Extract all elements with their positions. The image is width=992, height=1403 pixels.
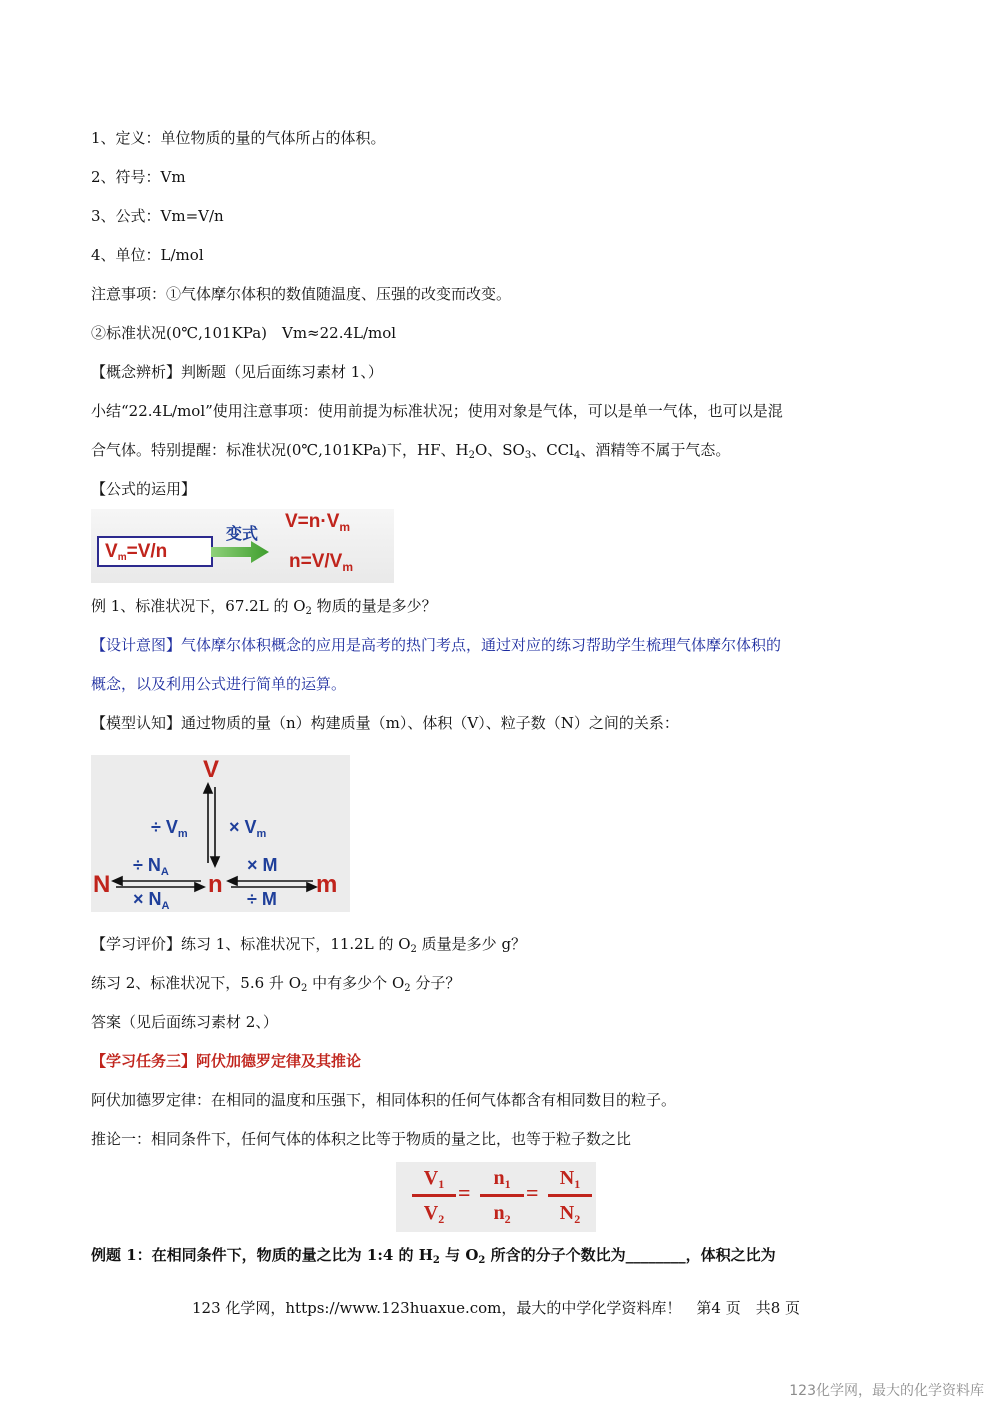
subscript: 3 bbox=[524, 450, 532, 461]
v-symbol: V bbox=[423, 1202, 439, 1224]
subscript: 2 bbox=[432, 1255, 440, 1266]
n-symbol: n bbox=[493, 1202, 505, 1224]
mass-node: m bbox=[316, 871, 338, 898]
N-symbol: N bbox=[559, 1167, 575, 1189]
unit-line: 4、单位：L/mol bbox=[91, 246, 204, 264]
definition-line: 1、定义：单位物质的量的气体所占的体积。 bbox=[91, 129, 386, 147]
subscript: A bbox=[161, 900, 170, 912]
practice-2-text-c: 分子？ bbox=[415, 974, 461, 992]
subscript: 2 bbox=[478, 1255, 486, 1266]
example-1-line bbox=[91, 596, 437, 616]
subscript: 2 bbox=[438, 1212, 445, 1226]
practice-2-line bbox=[91, 973, 460, 993]
answer-line: 答案（见后面练习素材 2、） bbox=[91, 1013, 278, 1031]
formula-v-equals: $V=n\cdot V_m$ bbox=[285, 511, 351, 534]
subscript: 2 bbox=[410, 944, 417, 955]
summary-line-2 bbox=[91, 440, 730, 460]
example-1-text-b: 物质的量是多少？ bbox=[316, 597, 437, 615]
formula-use-heading: 【公式的运用】 bbox=[91, 480, 197, 498]
quantity-relationship-diagram bbox=[91, 755, 350, 912]
example-problem-1-line bbox=[91, 1245, 776, 1265]
N-symbol: N bbox=[559, 1202, 575, 1224]
transform-label: 变式 bbox=[225, 524, 258, 543]
v-symbol: V bbox=[423, 1167, 439, 1189]
multiply-vm-text: × V bbox=[229, 817, 257, 837]
equals-sign: = bbox=[526, 1180, 539, 1205]
n2-denominator bbox=[480, 1199, 524, 1227]
divide-vm-text: ÷ V bbox=[151, 817, 178, 837]
design-intent-text: 气体摩尔体积概念的应用是高考的热门考点，通过对应的练习帮助学生梳理气体摩尔体积的 bbox=[181, 636, 782, 654]
formula-line: 3、公式：Vm=V/n bbox=[91, 207, 224, 225]
multiply-na-text: × N bbox=[133, 889, 162, 909]
note-line-1: 注意事项：①气体摩尔体积的数值随温度、压强的改变而改变。 bbox=[91, 285, 512, 303]
N2-denominator bbox=[548, 1199, 592, 1227]
evaluation-line bbox=[91, 934, 526, 954]
concept-analysis-line: 【概念辨析】判断题（见后面练习素材 1、） bbox=[91, 363, 383, 381]
divide-na-text: ÷ N bbox=[133, 855, 161, 875]
n1-numerator bbox=[480, 1164, 524, 1192]
subscript: m bbox=[177, 828, 188, 840]
summary-text-b: O、SO bbox=[474, 441, 525, 459]
summary-line-1: 小结“22.4L/mol”使用注意事项：使用前提为标准状况；使用对象是气体，可以是单一气体，也可以是混 bbox=[91, 402, 783, 420]
particle-count-node: N bbox=[93, 871, 111, 898]
subscript: A bbox=[160, 866, 169, 878]
design-intent-line-2: 概念，以及利用公式进行简单的运算。 bbox=[91, 675, 347, 693]
summary-text-c: 、CCl bbox=[531, 441, 574, 459]
page-footer: 123 化学网，https://www.123huaxue.com，最大的中学化学资料库！ 第4 页 共8 页 bbox=[191, 1299, 801, 1317]
v2-denominator bbox=[412, 1199, 456, 1227]
amount-fraction bbox=[480, 1164, 524, 1227]
fraction-bar bbox=[412, 1194, 456, 1197]
multiply-na-label bbox=[133, 889, 169, 910]
subscript: 2 bbox=[574, 1212, 581, 1226]
subscript: 2 bbox=[468, 450, 475, 461]
diagram-arrows-icon bbox=[91, 755, 350, 912]
subscript: m bbox=[339, 520, 351, 534]
symbol-line: 2、符号：Vm bbox=[91, 168, 186, 186]
inference-1-line: 推论一：相同条件下，任何气体的体积之比等于物质的量之比，也等于粒子数之比 bbox=[91, 1130, 632, 1148]
model-cognition-line: 【模型认知】通过物质的量（n）构建质量（m）、体积（V）、粒子数（N）之间的关系： bbox=[91, 714, 679, 732]
example-1-text-a: 例 1、标准状况下，67.2L 的 O bbox=[91, 597, 306, 615]
practice-2-text-a: 练习 2、标准状况下，5.6 升 O bbox=[91, 974, 302, 992]
divide-na-label bbox=[133, 855, 169, 876]
subscript: m bbox=[117, 552, 127, 563]
example-problem-text-a: 例题 1：在相同条件下，物质的量之比为 1:4 的 H bbox=[91, 1246, 433, 1264]
design-intent-label: 【设计意图】 bbox=[91, 636, 182, 654]
avogadro-law-line: 阿伏加德罗定律：在相同的温度和压强下，相同体积的任何气体都含有相同数目的粒子。 bbox=[91, 1091, 677, 1109]
formula-transform-figure bbox=[91, 509, 394, 583]
subscript: m bbox=[256, 828, 267, 840]
note-line-2: ②标准状况(0℃,101KPa) Vm≈22.4L/mol bbox=[91, 324, 397, 342]
evaluation-text-a: 【学习评价】练习 1、标准状况下，11.2L 的 O bbox=[91, 935, 411, 953]
summary-text-d: 、酒精等不属于气态。 bbox=[580, 441, 731, 459]
practice-2-text-b: 中有多少个 O bbox=[312, 974, 405, 992]
N1-numerator bbox=[548, 1164, 592, 1192]
subscript: 2 bbox=[305, 606, 312, 617]
example-problem-text-c: 所含的分子个数比为________，体积之比为 bbox=[490, 1246, 776, 1264]
subscript: 1 bbox=[504, 1177, 511, 1191]
design-intent-line-1 bbox=[91, 635, 781, 655]
right-arrow-icon bbox=[211, 541, 271, 563]
summary-text-a: 合气体。特别提醒：标准状况(0℃,101KPa)下，HF、H bbox=[91, 441, 469, 459]
subscript: 1 bbox=[574, 1177, 581, 1191]
example-problem-text-b: 与 O bbox=[445, 1246, 479, 1264]
volume-fraction bbox=[412, 1164, 456, 1227]
evaluation-text-b: 质量是多少 g？ bbox=[421, 935, 527, 953]
fraction-bar bbox=[548, 1194, 592, 1197]
equals-sign: = bbox=[458, 1180, 471, 1205]
subscript: 2 bbox=[504, 1212, 511, 1226]
subscript: 1 bbox=[438, 1177, 445, 1191]
formula-n-equals: $n=V/V_m$ bbox=[289, 551, 353, 574]
vm-definition-box: $V_m=V/n$ bbox=[97, 536, 213, 567]
amount-node: n bbox=[208, 871, 223, 898]
subscript: 2 bbox=[301, 983, 308, 994]
ratio-equation-figure bbox=[396, 1162, 596, 1232]
v1-numerator bbox=[412, 1164, 456, 1192]
watermark-text: 123化学网，最大的化学资料库 bbox=[789, 1383, 984, 1399]
divide-vm-label bbox=[151, 817, 188, 838]
fraction-bar bbox=[480, 1194, 524, 1197]
multiply-m-label: × M bbox=[247, 855, 278, 875]
subscript: 4 bbox=[573, 450, 581, 461]
n-symbol: n bbox=[493, 1167, 505, 1189]
task-3-heading: 【学习任务三】阿伏加德罗定律及其推论 bbox=[91, 1052, 362, 1070]
volume-node: V bbox=[203, 756, 220, 783]
subscript: m bbox=[342, 560, 353, 574]
particle-fraction bbox=[548, 1164, 592, 1227]
multiply-vm-label bbox=[229, 817, 266, 838]
subscript: 2 bbox=[404, 983, 411, 994]
divide-m-label: ÷ M bbox=[247, 889, 277, 909]
